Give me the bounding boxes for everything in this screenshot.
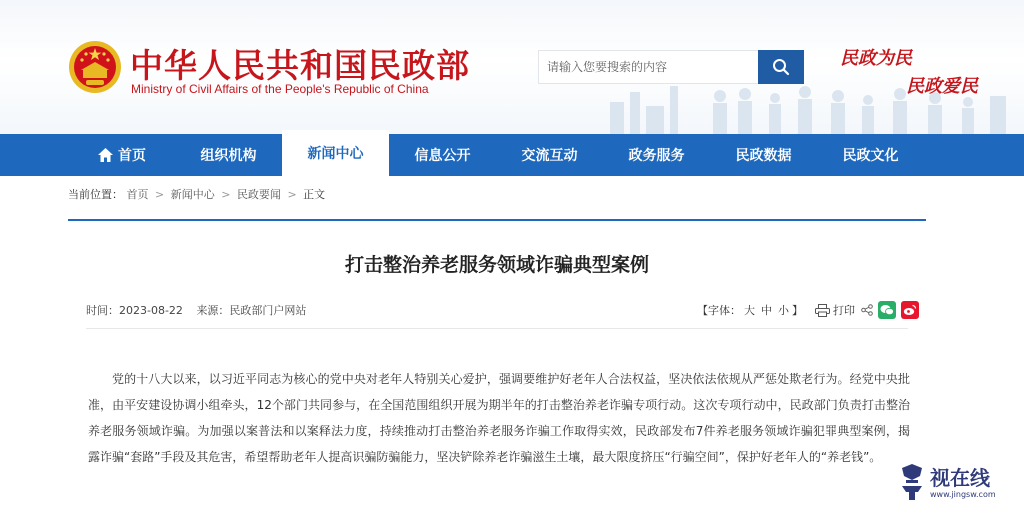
wechat-icon [880,304,894,316]
nav-item-label: 组织机构 [200,148,257,164]
publish-time: 时间：2023-08-22 [86,304,183,317]
nav-item-label: 交流互动 [521,148,578,164]
nav-item-label: 信息公开 [414,148,471,164]
breadcrumb-divider [68,219,926,221]
search-input[interactable] [538,50,758,84]
national-emblem-logo [68,40,122,94]
font-size-medium-button[interactable]: 中 [761,304,772,317]
nav-item-civil-data[interactable] [710,134,817,176]
slogan-line-1: 民政为民 [840,48,912,69]
site-subtitle: Ministry of Civil Affairs of the People's Republic of China [131,82,429,96]
nav-item-home[interactable] [68,134,175,176]
watermark-logo [896,460,1016,504]
site-title[interactable]: 中华人民共和国民政部 [130,46,470,85]
search-button[interactable] [758,50,804,84]
nav-item-label: 民政文化 [842,148,899,164]
article-meta [86,302,316,318]
wechat-share-button[interactable] [878,301,896,319]
breadcrumb-separator: > [287,188,297,201]
share-icon [861,304,873,316]
nav-item-government-services[interactable] [603,134,710,176]
article-source: 来源：民政部门户网站 [196,304,307,317]
breadcrumb-link-civil-news[interactable]: 民政要闻 [236,188,281,201]
print-button[interactable] [815,302,855,318]
article-body: 党的十八大以来，以习近平同志为核心的党中央对老年人特别关心爱护，强调要维护好老年人合法权益，坚决依法依规从严惩处欺老行为。经党中央批准，由平安建设协调小组牵头，12个部门共同参与，在全国范围组织开展为期半年的打击整治养老诈骗专项行动。这次专项行动中，民政部门负责打击整治养老服务领域诈骗。为加强以案普法和以案释法力度，持续推动打击整治养老服务诈骗工作取得实效，民政部发布7件养老服务领域诈骗犯罪典型案例，揭露诈骗“套路”手段及其危害，希望帮助老年人提高识骗防骗能力，坚决铲除养老诈骗滋生土壤，最大限度挤压“行骗空间”，保护好老年人的“养老钱”。 [88,372,910,464]
font-size-label-close: 】 [792,304,803,317]
nav-item-civil-culture[interactable] [817,134,924,176]
article-tools [697,298,919,322]
meta-divider [86,328,908,329]
article-title: 打击整治养老服务领域诈骗典型案例 [344,254,649,276]
site-header [0,0,1024,134]
search-icon [772,58,790,76]
nav-item-label: 政务服务 [628,148,685,164]
weibo-icon [903,304,917,316]
weibo-share-button[interactable] [901,301,919,319]
breadcrumb-prefix: 当前位置： [68,188,123,201]
main-navigation [0,134,1024,176]
nav-item-label: 首页 [118,148,146,164]
nav-item-news-center[interactable] [282,130,389,176]
watermark-url: www.jingsw.com [930,490,996,499]
printer-icon [815,304,830,317]
breadcrumb-separator: > [155,188,165,201]
font-size-label: 【字体： [697,304,741,317]
home-icon [97,147,114,163]
breadcrumb-link-news-center[interactable]: 新闻中心 [170,188,215,201]
nav-item-interaction[interactable] [496,134,603,176]
breadcrumb [68,186,325,202]
nav-item-label: 新闻中心 [307,146,364,162]
breadcrumb-current: 正文 [303,188,326,201]
watermark-emblem-icon [896,462,928,502]
font-size-small-button[interactable]: 小 [778,304,789,317]
slogan-line-2: 民政爱民 [906,76,978,97]
breadcrumb-separator: > [221,188,231,201]
watermark-text: 视在线 [930,466,990,490]
nav-item-label: 民政数据 [735,148,792,164]
print-label: 打印 [833,304,855,317]
font-size-large-button[interactable]: 大 [744,304,755,317]
breadcrumb-link-home[interactable]: 首页 [126,188,149,201]
nav-item-info-disclosure[interactable] [389,134,496,176]
nav-item-organization[interactable] [175,134,282,176]
